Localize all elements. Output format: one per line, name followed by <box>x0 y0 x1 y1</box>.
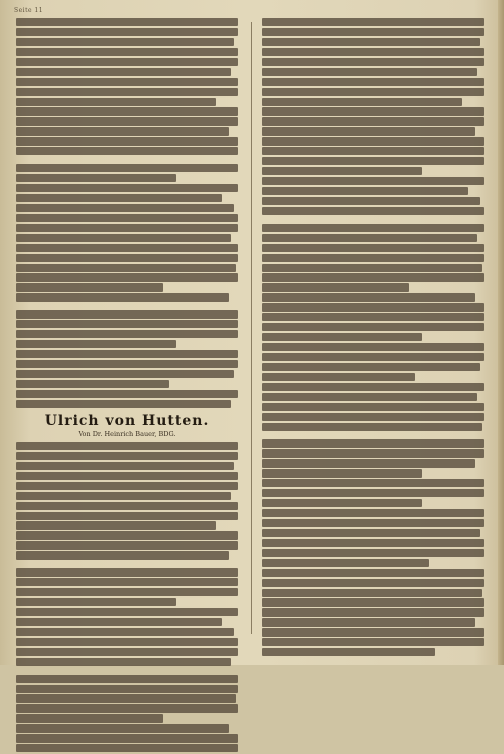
text-line <box>262 569 484 577</box>
text-line <box>262 598 484 606</box>
text-line <box>16 18 238 26</box>
text-line <box>16 68 231 76</box>
text-line <box>16 472 238 480</box>
right-column-text-block <box>262 18 484 656</box>
text-line <box>262 383 484 391</box>
running-head: Seite 11 <box>14 7 44 14</box>
text-line <box>16 88 238 96</box>
text-line <box>262 363 480 371</box>
text-line <box>16 482 238 490</box>
text-line <box>16 350 238 358</box>
text-line <box>16 98 216 106</box>
text-line <box>16 744 238 752</box>
text-line <box>16 685 238 693</box>
text-line <box>262 48 484 56</box>
text-line <box>16 442 238 450</box>
text-line <box>262 187 468 195</box>
text-line <box>262 459 475 467</box>
text-line <box>262 68 477 76</box>
text-line <box>262 403 484 411</box>
text-line <box>16 618 222 626</box>
text-line <box>262 539 484 547</box>
text-line <box>262 638 484 646</box>
text-line <box>16 400 231 408</box>
text-line <box>16 164 238 172</box>
text-line <box>16 214 238 222</box>
text-line <box>262 207 484 215</box>
column-divider <box>251 22 252 634</box>
paragraph-gap <box>262 217 484 224</box>
paragraph-gap <box>16 303 238 310</box>
article-author: Von Dr. Heinrich Bauer, BDG. <box>78 429 176 438</box>
text-line <box>262 589 482 597</box>
text-line <box>262 469 422 477</box>
text-line <box>262 157 484 165</box>
text-line <box>16 234 231 242</box>
text-line <box>16 48 238 56</box>
text-line <box>16 28 238 36</box>
left-column-text-block <box>16 18 238 408</box>
text-line <box>16 320 238 328</box>
text-line <box>16 694 236 702</box>
text-line <box>16 78 238 86</box>
text-line <box>16 724 229 732</box>
text-line <box>16 512 238 520</box>
text-line <box>262 479 484 487</box>
text-line <box>16 273 238 281</box>
text-line <box>16 293 229 301</box>
text-line <box>262 449 484 457</box>
text-line <box>16 380 169 388</box>
text-line <box>262 323 484 331</box>
text-line <box>16 608 238 616</box>
text-line <box>262 439 484 447</box>
paragraph-gap <box>16 561 238 568</box>
text-line <box>262 343 484 351</box>
text-line <box>262 197 480 205</box>
text-line <box>262 107 484 115</box>
text-line <box>16 194 222 202</box>
text-line <box>262 333 422 341</box>
text-line <box>262 254 484 262</box>
text-line <box>262 177 484 185</box>
text-line <box>16 340 176 348</box>
text-line <box>262 393 477 401</box>
text-line <box>16 598 176 606</box>
text-line <box>262 18 484 26</box>
text-line <box>262 58 484 66</box>
text-line <box>262 618 475 626</box>
text-line <box>16 675 238 683</box>
text-line <box>262 117 484 125</box>
text-line <box>16 521 216 529</box>
text-line <box>262 353 484 361</box>
text-line <box>16 38 234 46</box>
text-line <box>16 204 234 212</box>
text-line <box>262 78 484 86</box>
text-line <box>16 648 238 656</box>
text-line <box>262 519 484 527</box>
text-line <box>16 310 238 318</box>
paragraph-gap <box>262 432 484 439</box>
page-edge <box>498 0 504 665</box>
text-line <box>262 264 482 272</box>
text-line <box>16 58 238 66</box>
text-line <box>262 509 484 517</box>
text-line <box>262 549 484 557</box>
text-line <box>16 137 238 145</box>
text-line <box>262 283 409 291</box>
text-line <box>262 313 484 321</box>
text-line <box>262 559 429 567</box>
text-line <box>262 423 482 431</box>
text-line <box>16 147 238 155</box>
text-line <box>16 254 238 262</box>
text-line <box>16 734 238 742</box>
text-line <box>16 390 238 398</box>
text-line <box>16 224 238 232</box>
text-line <box>262 224 484 232</box>
text-line <box>16 541 238 549</box>
text-line <box>262 137 484 145</box>
text-line <box>262 273 484 281</box>
left-column <box>16 18 238 754</box>
paragraph-gap <box>16 157 238 164</box>
text-line <box>262 147 484 155</box>
text-line <box>262 608 484 616</box>
text-line <box>262 28 484 36</box>
text-line <box>16 107 238 115</box>
text-line <box>262 529 480 537</box>
text-line <box>262 167 422 175</box>
text-line <box>16 588 238 596</box>
text-line <box>16 551 229 559</box>
text-line <box>262 293 475 301</box>
text-line <box>16 174 176 182</box>
text-line <box>16 492 231 500</box>
text-line <box>16 628 234 636</box>
left-column-article-body <box>16 442 238 752</box>
text-line <box>262 648 435 656</box>
text-line <box>262 579 484 587</box>
text-line <box>262 499 422 507</box>
right-column <box>262 18 484 658</box>
article-title: Ulrich von Hutten. <box>44 412 210 429</box>
text-line <box>16 462 234 470</box>
text-line <box>262 38 480 46</box>
text-line <box>16 244 238 252</box>
text-line <box>16 638 238 646</box>
text-line <box>16 578 238 586</box>
text-line <box>262 234 477 242</box>
text-line <box>262 244 484 252</box>
text-line <box>16 117 238 125</box>
text-line <box>16 704 238 712</box>
text-line <box>262 303 484 311</box>
text-line <box>16 330 238 338</box>
text-line <box>262 127 475 135</box>
text-line <box>262 88 484 96</box>
text-line <box>16 502 238 510</box>
text-line <box>16 264 236 272</box>
paragraph-gap <box>16 668 238 675</box>
text-line <box>16 531 238 539</box>
text-line <box>262 413 484 421</box>
text-line <box>16 452 238 460</box>
text-line <box>16 714 163 722</box>
text-line <box>262 489 484 497</box>
text-line <box>262 628 484 636</box>
text-line <box>16 360 238 368</box>
text-line <box>262 98 462 106</box>
text-line <box>16 283 163 291</box>
text-line <box>16 184 238 192</box>
text-line <box>262 373 415 381</box>
text-line <box>16 568 238 576</box>
text-line <box>16 127 229 135</box>
text-line <box>16 370 234 378</box>
